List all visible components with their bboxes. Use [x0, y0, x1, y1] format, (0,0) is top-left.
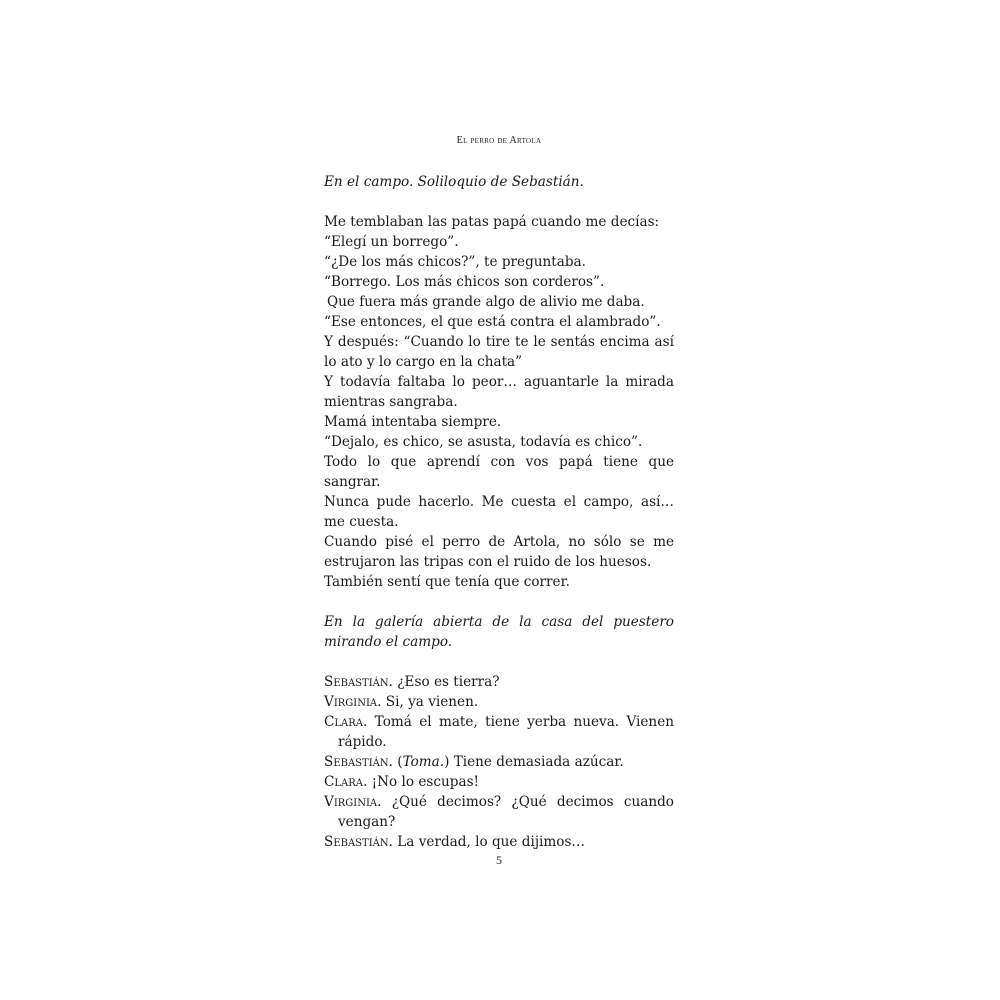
- speaker-name: Sebastián.: [324, 754, 393, 770]
- stanza-gap: [324, 592, 674, 612]
- soliloquy-line: “Dejalo, es chico, se asusta, todavía es chico”.: [324, 434, 643, 450]
- soliloquy-line: Mamá intentaba siempre.: [324, 414, 502, 430]
- dialogue-text: Si, ya vienen.: [381, 694, 479, 710]
- dialogue-text: ¡No lo escupas!: [367, 774, 480, 790]
- soliloquy-line: Cuando pisé el perro de Artola, no sólo se me estrujaron las tripas con el ruido de los huesos.: [324, 534, 674, 570]
- page-body: [324, 172, 674, 852]
- stanza-gap: [324, 652, 674, 672]
- stage-direction-inline: Toma.: [402, 754, 445, 770]
- dialogue-line: [324, 752, 674, 772]
- speaker-name: Virginia.: [324, 794, 382, 810]
- dialogue-line: [324, 792, 674, 832]
- dialogue-line: [324, 672, 674, 692]
- soliloquy-line: Y todavía faltaba lo peor… aguantarle la mirada mientras sangraba.: [324, 374, 674, 410]
- dialogue-line: [324, 832, 674, 852]
- soliloquy-line: “¿De los más chicos?”, te preguntaba.: [324, 254, 586, 270]
- speaker-name: Clara.: [324, 714, 368, 730]
- dialogue-text: Tomá el mate, tiene yerba nueva. Vienen rápido.: [338, 714, 674, 750]
- soliloquy-line: Que fuera más grande algo de alivio me daba.: [327, 294, 645, 310]
- soliloquy-line: “Ese entonces, el que está contra el alambrado”.: [324, 314, 661, 330]
- dialogue-text: ) Tiene demasiada azúcar.: [444, 754, 624, 770]
- soliloquy-line: También sentí que tenía que correr.: [324, 574, 570, 590]
- dialogue-text: ¿Qué decimos? ¿Qué decimos cuando vengan?: [338, 794, 674, 830]
- dialogue-line: [324, 692, 674, 712]
- stage-direction: En la galería abierta de la casa del puestero mirando el campo.: [324, 614, 674, 650]
- soliloquy-line: Nunca pude hacerlo. Me cuesta el campo, así… me cuesta.: [324, 494, 674, 530]
- soliloquy-line: Y después: “Cuando lo tire te le sentás encima así lo ato y lo cargo en la chata”: [324, 334, 674, 370]
- dialogue: [324, 672, 674, 852]
- speaker-name: Sebastián.: [324, 674, 393, 690]
- dialogue-text: ¿Eso es tierra?: [392, 674, 500, 690]
- soliloquy: [324, 212, 674, 592]
- dialogue-line: [324, 772, 674, 792]
- speaker-name: Clara.: [324, 774, 368, 790]
- dialogue-text: (: [392, 754, 403, 770]
- soliloquy-line: “Borrego. Los más chicos son corderos”.: [324, 274, 605, 290]
- soliloquy-line: “Elegí un borrego”.: [324, 234, 459, 250]
- page-number: 5: [496, 853, 502, 867]
- speaker-name: Sebastián.: [324, 834, 393, 850]
- dialogue-text: La verdad, lo que dijimos…: [392, 834, 586, 850]
- dialogue-line: [324, 712, 674, 752]
- soliloquy-line: Todo lo que aprendí con vos papá tiene que sangrar.: [324, 454, 674, 490]
- speaker-name: Virginia.: [324, 694, 382, 710]
- stanza-gap: [324, 192, 674, 212]
- stage-direction: En el campo. Soliloquio de Sebastián.: [324, 174, 584, 190]
- soliloquy-line: Me temblaban las patas papá cuando me decías:: [324, 214, 660, 230]
- book-page: [324, 0, 674, 1000]
- running-head: El perro de Artola: [456, 135, 542, 146]
